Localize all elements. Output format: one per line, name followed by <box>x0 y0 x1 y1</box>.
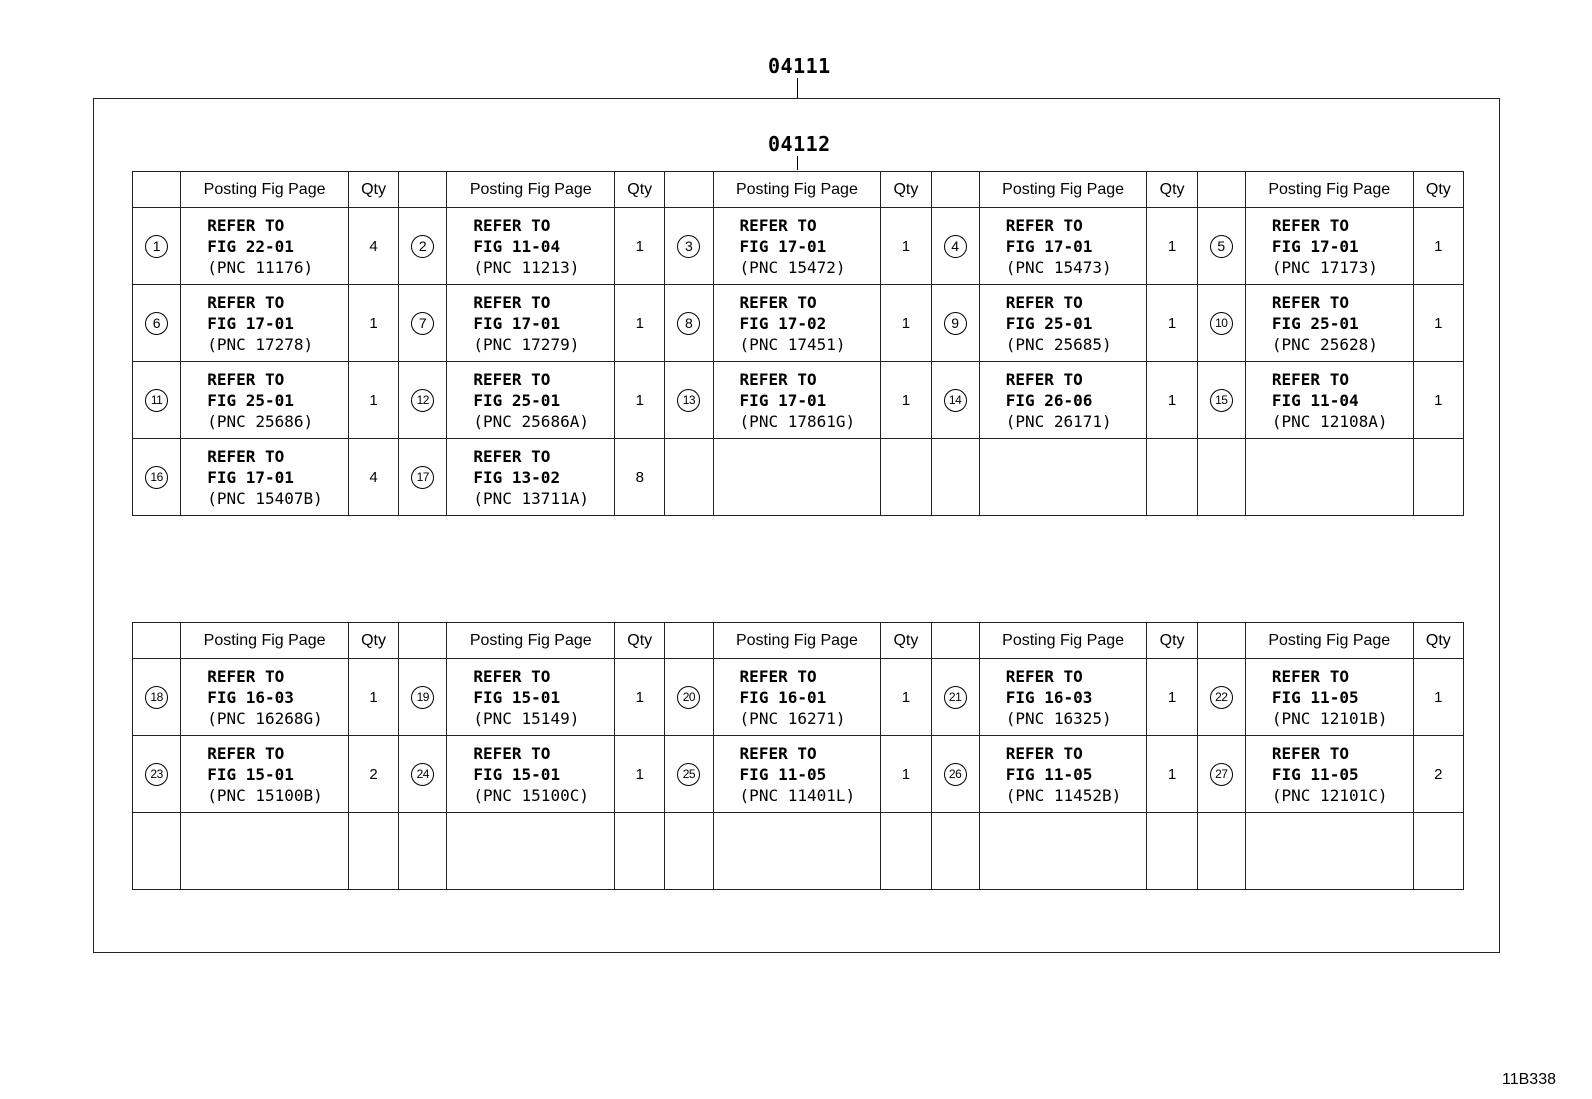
callout-number: 4 <box>944 235 967 258</box>
header-blank <box>1197 172 1245 208</box>
refer-to-text: REFER TO <box>1271 215 1349 235</box>
qty-cell: 1 <box>615 736 665 813</box>
table-row <box>133 813 1464 890</box>
qty-cell: 1 <box>1413 659 1463 736</box>
posting-ref-cell <box>1245 208 1413 285</box>
callout-number: 3 <box>677 235 700 258</box>
fig-ref-text: FIG 22-01 <box>207 236 294 256</box>
callout-cell <box>1197 736 1245 813</box>
qty-cell: 1 <box>1147 362 1197 439</box>
pnc-text: (PNC 17278) <box>207 334 314 354</box>
pnc-text: (PNC 25686A) <box>473 411 589 431</box>
callout-number: 8 <box>677 312 700 335</box>
table-row <box>133 736 1464 813</box>
qty-cell: 4 <box>348 208 398 285</box>
pnc-text: (PNC 17861G) <box>739 411 856 431</box>
callout-cell <box>1197 439 1245 516</box>
callout-number: 18 <box>145 686 168 709</box>
header-blank <box>665 172 713 208</box>
callout-cell <box>399 362 447 439</box>
refer-to-text: REFER TO <box>1005 743 1083 763</box>
refer-to-text: REFER TO <box>473 743 551 763</box>
qty-cell: 1 <box>615 208 665 285</box>
callout-cell <box>399 659 447 736</box>
posting-ref-cell <box>713 736 881 813</box>
qty-cell: 1 <box>1147 736 1197 813</box>
assembly-code-label: 04111 <box>768 54 831 78</box>
posting-ref-cell <box>979 285 1147 362</box>
posting-ref-cell <box>1245 659 1413 736</box>
pnc-text: (PNC 15472) <box>739 257 846 277</box>
qty-cell: 1 <box>348 659 398 736</box>
fig-ref-text: FIG 11-05 <box>1271 687 1359 707</box>
posting-ref-cell <box>1245 813 1413 890</box>
fig-ref-text: FIG 25-01 <box>1271 313 1359 333</box>
pnc-text: (PNC 11452B) <box>1005 785 1122 805</box>
callout-number: 25 <box>677 763 700 786</box>
parts-table-lower <box>132 622 1464 890</box>
refer-to-text: REFER TO <box>473 215 551 235</box>
callout-cell <box>133 362 181 439</box>
pnc-text: (PNC 16271) <box>739 708 846 728</box>
callout-number: 10 <box>1210 312 1233 335</box>
pnc-text: (PNC 17451) <box>739 334 846 354</box>
fig-ref-text: FIG 11-05 <box>1005 764 1093 784</box>
fig-ref-text: FIG 15-01 <box>473 687 561 707</box>
header-blank <box>133 623 181 659</box>
refer-to-text: REFER TO <box>1005 369 1083 389</box>
pnc-text: (PNC 13711A) <box>473 488 589 508</box>
callout-cell <box>399 208 447 285</box>
header-posting: Posting Fig Page <box>447 172 615 208</box>
pnc-text: (PNC 12101C) <box>1271 785 1388 805</box>
header-qty: Qty <box>1147 623 1197 659</box>
qty-cell: 1 <box>1413 362 1463 439</box>
callout-cell <box>931 813 979 890</box>
qty-cell: 4 <box>348 439 398 516</box>
fig-ref-text: FIG 25-01 <box>207 390 294 410</box>
pnc-text: (PNC 11401L) <box>739 785 856 805</box>
callout-cell <box>399 439 447 516</box>
header-blank <box>133 172 181 208</box>
refer-to-text: REFER TO <box>739 292 817 312</box>
callout-cell <box>665 439 713 516</box>
header-blank <box>1197 623 1245 659</box>
callout-cell <box>133 813 181 890</box>
refer-to-text: REFER TO <box>1271 743 1349 763</box>
callout-number: 17 <box>411 466 434 489</box>
table-row <box>133 362 1464 439</box>
callout-number: 11 <box>145 389 168 412</box>
posting-ref-cell <box>979 439 1147 516</box>
qty-cell <box>881 813 931 890</box>
qty-cell: 1 <box>348 362 398 439</box>
refer-to-text: REFER TO <box>473 292 551 312</box>
fig-ref-text: FIG 25-01 <box>1005 313 1093 333</box>
table-row <box>133 659 1464 736</box>
callout-number: 15 <box>1210 389 1233 412</box>
callout-number: 22 <box>1210 686 1233 709</box>
callout-cell <box>931 439 979 516</box>
callout-number: 27 <box>1210 763 1233 786</box>
pnc-text: (PNC 15100B) <box>207 785 323 805</box>
callout-cell <box>133 208 181 285</box>
header-qty: Qty <box>348 623 398 659</box>
callout-cell <box>1197 285 1245 362</box>
refer-to-text: REFER TO <box>207 215 285 235</box>
callout-cell <box>399 285 447 362</box>
fig-ref-text: FIG 11-04 <box>473 236 561 256</box>
qty-cell: 2 <box>348 736 398 813</box>
qty-cell: 1 <box>615 659 665 736</box>
qty-cell: 1 <box>881 659 931 736</box>
posting-ref-cell <box>713 208 881 285</box>
callout-cell <box>133 659 181 736</box>
posting-ref-cell <box>181 208 349 285</box>
qty-cell: 1 <box>881 736 931 813</box>
fig-ref-text: FIG 17-01 <box>207 467 294 487</box>
fig-ref-text: FIG 11-05 <box>739 764 827 784</box>
sub-assembly-leader-line <box>797 156 798 170</box>
header-qty: Qty <box>1413 172 1463 208</box>
qty-cell: 1 <box>881 362 931 439</box>
fig-ref-text: FIG 11-04 <box>1271 390 1359 410</box>
fig-ref-text: FIG 17-01 <box>207 313 294 333</box>
posting-ref-cell <box>447 285 615 362</box>
fig-ref-text: FIG 16-03 <box>1005 687 1093 707</box>
pnc-text: (PNC 16268G) <box>207 708 323 728</box>
pnc-text: (PNC 17279) <box>473 334 580 354</box>
qty-cell: 1 <box>1147 285 1197 362</box>
qty-cell: 1 <box>1413 208 1463 285</box>
pnc-text: (PNC 15407B) <box>207 488 323 508</box>
sub-assembly-code-label: 04112 <box>768 132 831 156</box>
posting-ref-cell <box>979 659 1147 736</box>
fig-ref-text: FIG 16-03 <box>207 687 294 707</box>
header-posting: Posting Fig Page <box>979 172 1147 208</box>
fig-ref-text: FIG 17-01 <box>739 390 827 410</box>
header-blank <box>931 623 979 659</box>
header-posting: Posting Fig Page <box>1245 623 1413 659</box>
header-posting: Posting Fig Page <box>447 623 615 659</box>
fig-ref-text: FIG 17-02 <box>739 313 827 333</box>
callout-number: 26 <box>944 763 967 786</box>
refer-to-text: REFER TO <box>473 446 551 466</box>
fig-ref-text: FIG 11-05 <box>1271 764 1359 784</box>
callout-number: 5 <box>1210 235 1233 258</box>
qty-cell <box>1413 439 1463 516</box>
qty-cell <box>615 813 665 890</box>
refer-to-text: REFER TO <box>1271 369 1349 389</box>
refer-to-text: REFER TO <box>1271 292 1349 312</box>
posting-ref-cell <box>979 736 1147 813</box>
callout-number: 1 <box>145 235 168 258</box>
qty-cell <box>348 813 398 890</box>
header-qty: Qty <box>615 172 665 208</box>
callout-cell <box>133 736 181 813</box>
posting-ref-cell <box>1245 362 1413 439</box>
pnc-text: (PNC 17173) <box>1271 257 1378 277</box>
callout-number: 7 <box>411 312 434 335</box>
callout-cell <box>133 439 181 516</box>
callout-number: 14 <box>944 389 967 412</box>
callout-cell <box>665 659 713 736</box>
posting-ref-cell <box>181 659 349 736</box>
header-qty: Qty <box>1147 172 1197 208</box>
callout-cell <box>1197 208 1245 285</box>
callout-number: 16 <box>145 466 168 489</box>
pnc-text: (PNC 25686) <box>207 411 314 431</box>
header-qty: Qty <box>348 172 398 208</box>
posting-ref-cell <box>1245 439 1413 516</box>
pnc-text: (PNC 25628) <box>1271 334 1378 354</box>
illustration-code: 11B338 <box>1502 1071 1556 1088</box>
qty-cell: 1 <box>1147 208 1197 285</box>
callout-cell <box>399 813 447 890</box>
posting-ref-cell <box>713 659 881 736</box>
parts-table-upper <box>132 171 1464 516</box>
posting-ref-cell <box>181 439 349 516</box>
posting-ref-cell <box>181 736 349 813</box>
header-posting: Posting Fig Page <box>181 623 349 659</box>
table-row <box>133 439 1464 516</box>
header-posting: Posting Fig Page <box>713 623 881 659</box>
callout-cell <box>665 362 713 439</box>
posting-ref-cell <box>447 208 615 285</box>
callout-number: 19 <box>411 686 434 709</box>
assembly-leader-line <box>797 78 798 98</box>
callout-number: 2 <box>411 235 434 258</box>
pnc-text: (PNC 26171) <box>1005 411 1112 431</box>
pnc-text: (PNC 12101B) <box>1271 708 1388 728</box>
posting-ref-cell <box>181 362 349 439</box>
table-header-row <box>133 172 1464 208</box>
qty-cell: 1 <box>348 285 398 362</box>
pnc-text: (PNC 12108A) <box>1271 411 1388 431</box>
callout-cell <box>1197 813 1245 890</box>
posting-ref-cell <box>713 285 881 362</box>
header-blank <box>399 172 447 208</box>
refer-to-text: REFER TO <box>207 369 285 389</box>
posting-ref-cell <box>979 362 1147 439</box>
fig-ref-text: FIG 17-01 <box>473 313 561 333</box>
qty-cell <box>1147 439 1197 516</box>
posting-ref-cell <box>713 439 881 516</box>
pnc-text: (PNC 15149) <box>473 708 580 728</box>
callout-number: 20 <box>677 686 700 709</box>
qty-cell: 1 <box>881 208 931 285</box>
callout-cell <box>1197 659 1245 736</box>
refer-to-text: REFER TO <box>207 446 285 466</box>
qty-cell: 1 <box>1413 285 1463 362</box>
callout-cell <box>133 285 181 362</box>
header-blank <box>931 172 979 208</box>
qty-cell: 2 <box>1413 736 1463 813</box>
fig-ref-text: FIG 13-02 <box>473 467 561 487</box>
header-blank <box>665 623 713 659</box>
header-qty: Qty <box>881 623 931 659</box>
callout-cell <box>1197 362 1245 439</box>
pnc-text: (PNC 16325) <box>1005 708 1112 728</box>
refer-to-text: REFER TO <box>739 369 817 389</box>
callout-number: 6 <box>145 312 168 335</box>
callout-cell <box>399 736 447 813</box>
callout-cell <box>931 285 979 362</box>
table-row <box>133 285 1464 362</box>
callout-number: 13 <box>677 389 700 412</box>
posting-ref-cell <box>181 285 349 362</box>
fig-ref-text: FIG 25-01 <box>473 390 561 410</box>
refer-to-text: REFER TO <box>473 666 551 686</box>
callout-number: 24 <box>411 763 434 786</box>
qty-cell <box>1413 813 1463 890</box>
qty-cell: 1 <box>1147 659 1197 736</box>
qty-cell <box>1147 813 1197 890</box>
posting-ref-cell <box>447 736 615 813</box>
posting-ref-cell <box>713 813 881 890</box>
posting-ref-cell <box>447 439 615 516</box>
fig-ref-text: FIG 17-01 <box>739 236 827 256</box>
fig-ref-text: FIG 15-01 <box>207 764 294 784</box>
qty-cell: 1 <box>881 285 931 362</box>
header-qty: Qty <box>1413 623 1463 659</box>
refer-to-text: REFER TO <box>207 743 285 763</box>
callout-number: 21 <box>944 686 967 709</box>
header-posting: Posting Fig Page <box>1245 172 1413 208</box>
fig-ref-text: FIG 17-01 <box>1005 236 1093 256</box>
callout-cell <box>931 208 979 285</box>
refer-to-text: REFER TO <box>739 215 817 235</box>
header-posting: Posting Fig Page <box>181 172 349 208</box>
posting-ref-cell <box>447 813 615 890</box>
pnc-text: (PNC 25685) <box>1005 334 1112 354</box>
table-row <box>133 208 1464 285</box>
callout-number: 9 <box>944 312 967 335</box>
header-blank <box>399 623 447 659</box>
callout-cell <box>931 659 979 736</box>
qty-cell: 1 <box>615 362 665 439</box>
fig-ref-text: FIG 26-06 <box>1005 390 1093 410</box>
posting-ref-cell <box>1245 285 1413 362</box>
refer-to-text: REFER TO <box>473 369 551 389</box>
pnc-text: (PNC 11213) <box>473 257 580 277</box>
qty-cell <box>881 439 931 516</box>
refer-to-text: REFER TO <box>739 666 817 686</box>
qty-cell: 8 <box>615 439 665 516</box>
table-header-row <box>133 623 1464 659</box>
posting-ref-cell <box>181 813 349 890</box>
callout-cell <box>931 362 979 439</box>
pnc-text: (PNC 15100C) <box>473 785 589 805</box>
qty-cell: 1 <box>615 285 665 362</box>
callout-cell <box>665 208 713 285</box>
fig-ref-text: FIG 16-01 <box>739 687 827 707</box>
posting-ref-cell <box>447 659 615 736</box>
posting-ref-cell <box>713 362 881 439</box>
pnc-text: (PNC 15473) <box>1005 257 1112 277</box>
header-posting: Posting Fig Page <box>979 623 1147 659</box>
posting-ref-cell <box>979 208 1147 285</box>
posting-ref-cell <box>1245 736 1413 813</box>
refer-to-text: REFER TO <box>207 666 285 686</box>
callout-number: 12 <box>411 389 434 412</box>
posting-ref-cell <box>447 362 615 439</box>
refer-to-text: REFER TO <box>1271 666 1349 686</box>
header-qty: Qty <box>615 623 665 659</box>
refer-to-text: REFER TO <box>1005 292 1083 312</box>
refer-to-text: REFER TO <box>1005 666 1083 686</box>
callout-cell <box>931 736 979 813</box>
fig-ref-text: FIG 17-01 <box>1271 236 1359 256</box>
fig-ref-text: FIG 15-01 <box>473 764 561 784</box>
pnc-text: (PNC 11176) <box>207 257 314 277</box>
callout-number: 23 <box>145 763 168 786</box>
callout-cell <box>665 736 713 813</box>
refer-to-text: REFER TO <box>739 743 817 763</box>
callout-cell <box>665 285 713 362</box>
header-qty: Qty <box>881 172 931 208</box>
refer-to-text: REFER TO <box>207 292 285 312</box>
header-posting: Posting Fig Page <box>713 172 881 208</box>
refer-to-text: REFER TO <box>1005 215 1083 235</box>
posting-ref-cell <box>979 813 1147 890</box>
callout-cell <box>665 813 713 890</box>
